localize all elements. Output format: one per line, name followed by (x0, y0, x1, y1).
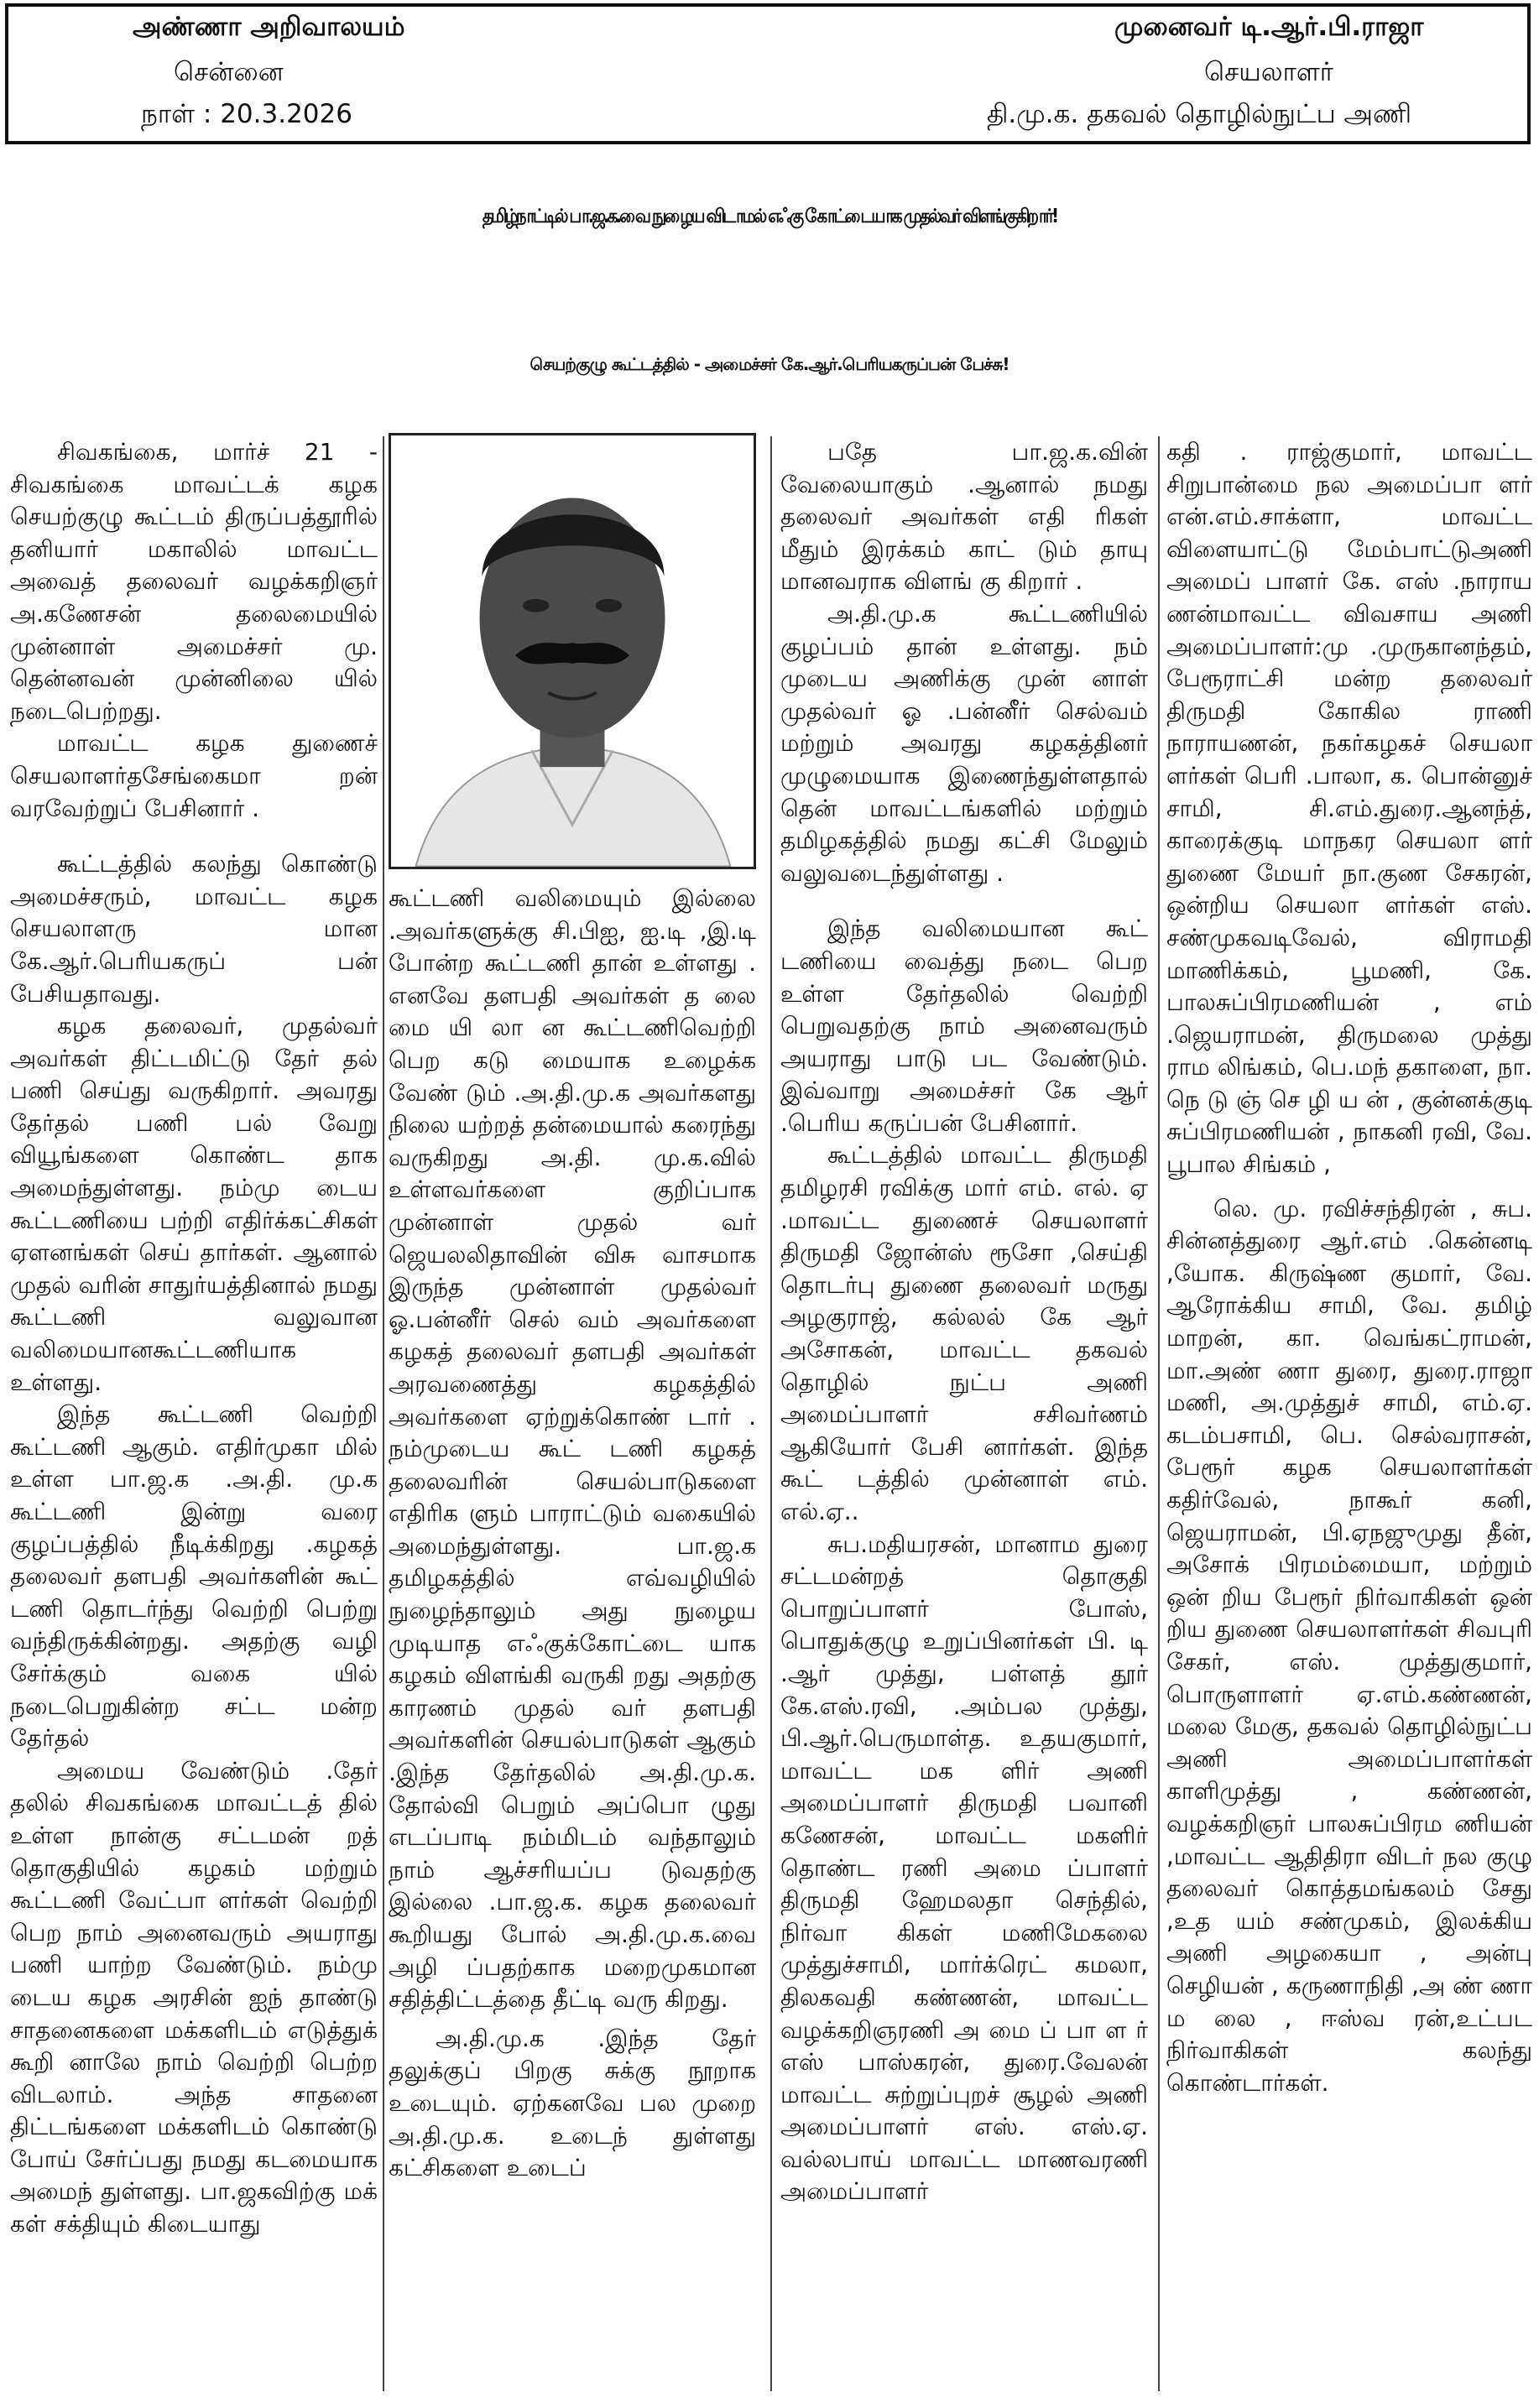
headline: தமிழ்நாட்டில் பா.ஜ.க.வை நுழைய விடாமல் எஃகு கோட்டையாக முதல்வர் விளங்குகிறார்! (482, 204, 1057, 227)
paragraph: இந்த கூட்டணி வெற்றி கூட்டணி ஆகும். எதிர்முகா மில் உள்ள பா.ஜ.க .அ.தி. மு.க கூட்டணி இன்று வரை குழப்பத்தில் நீடிக்கிறது .கழகத் தலைவர் தளபதி அவர்களின் கூட் டணி தொடர்ந்து வெற்றி பெற்று வந்திருக்கின்றது. அதற்கு வழி சேர்க்கும் வகை யில் நடைபெறுகின்ற சட்ட மன்ற தேர்தல் (10, 1400, 378, 1753)
header-role: செயலாளர் (1204, 57, 1333, 87)
column-divider (1158, 436, 1160, 2391)
paragraph: சிவகங்கை, மார்ச் 21 - சிவகங்கை மாவட்டக் கழக செயற்குழு கூட்டம் திருப்பத்தூரில் தனியார் மகாலில் மாவட்ட அவைத் தலைவர் வழக்கறிஞர் அ.கணேசன் தலைமையில் முன்னாள் அமைச்சர் மு. தென்னவன் முன்னிலை யில் நடைபெற்றது. (10, 438, 378, 725)
article-column-2 (389, 883, 756, 2408)
paragraph: கூட்டத்தில் கலந்து கொண்டு அமைச்சரும், மாவட்ட கழக செயலாளரு மான கே.ஆர்.பெரியகருப் பன் பேசியதாவது. (10, 850, 378, 1008)
article-column-4 (1166, 436, 1532, 2408)
paragraph: பதே பா.ஜ.க.வின் வேலையாகும் .ஆனால் நமது தலைவர் அவர்கள் எதி ரிகள் மீதும் இரக்கம் காட் டும் தாயு மானவராக விளங் கு கிறார் . (780, 438, 1148, 596)
portrait-illustration (391, 435, 754, 867)
header-date: நாள் : 20.3.2026 (141, 99, 352, 129)
header-box (5, 3, 1531, 144)
paragraph: மாவட்ட கழக துணைச் செயலாளர்தசேங்கைமா றன் வரவேற்றுப் பேசினார் . (10, 729, 378, 822)
paragraph: அமைய வேண்டும் .தேர் தலில் சிவகங்கை மாவட்டத் தில் உள்ள நான்கு சட்டமன் றத் தொகுதியில் கழகம் மற்றும் கூட்டணி வேட்பா ளர்கள் வெற்றி பெற நாம் அனைவரும் அயராது பணி யாற்ற வேண்டும். நம்மு டைய கழக அரசின் ஐந் தாண்டு சாதனைகளை மக்களிடம் எடுத்துக் கூறி னாலே நாம் வெற்றி பெற்ற விடலாம். அந்த சாதனை திட்டங்களை மக்களிடம் கொண்டு போய் சேர்ப்பது நமது கடமையாக அமைந் துள்ளது. பா.ஜகவிற்கு மக் கள் சக்தியும் கிடையாது (10, 1756, 378, 2239)
paragraph: அ.தி.மு.க கூட்டணியில் குழப்பம் தான் உள்ளது. நம் முடைய அணிக்கு முன் னாள் முதல்வர் ஓ .பன்னீர் செல்வம் மற்றும் அவரது கழகத்தினர் முழுமையாக இணைந்துள்ளதால் தென் மாவட்டங்களில் மற்றும் தமிழகத்தில் நமது கட்சி மேலும் வலுவடைந்துள்ளது . (780, 599, 1148, 887)
paragraph: சுப.மதியரசன், மானாம துரை சட்டமன்றத் தொகுதி பொறுப்பாளர் போஸ், பொதுக்குழு உறுப்பினர்கள் பி. டி .ஆர் முத்து, பள்ளத் தூர் கே.எஸ்.ரவி, .அம்பல முத்து, பி.ஆர்.பெருமாள்த. உதயகுமார், மாவட்ட மக ளிர் அணி அமைப்பாளர் திருமதி பவானி கணேசன், மாவட்ட மகளிர் தொண்ட ரணி அமை ப்பாளர் திருமதி ஹேமலதா செந்தில், நிர்வா கிகள் மணிமேகலை முத்துச்சாமி, மார்க்ரெட் கமலா, திலகவதி கண்ணன், மாவட்ட வழக்கறிஞரணி அ மை ப் பா ள ர் எஸ் பாஸ்கரன், துரை.வேலன் மாவட்ட சுற்றுப்புறச் சூழல் அணி அமைப்பாளர் எஸ். எஸ்.ஏ. வல்லபாய் மாவட்ட மாணவரணி அமைப்பாளர் (780, 1530, 1148, 2206)
header-author: முனைவர் டி.ஆர்.பி.ராஜா (1114, 12, 1424, 42)
paragraph: கழக தலைவர், முதல்வர் அவர்கள் திட்டமிட்டு தேர் தல் பணி செய்து வருகிறார். அவரது தேர்தல் பணி பல் வேறு வியூங்களை கொண்ட தாக அமைந்துள்ளது. நம்மு டைய கூட்டணியை பற்றி எதிர்க்கட்சிகள் ஏளனங்கள் செய் தார்கள். ஆனால் முதல் வரின் சாதுர்யத்தினால் நமது கூட்டணி வலுவான வலிமையானகூட்டணியாக உள்ளது. (10, 1012, 378, 1396)
header-city: சென்னை (174, 57, 284, 87)
paragraph: இந்த வலிமையான கூட் டணியை வைத்து நடை பெற உள்ள தேர்தலில் வெற்றி பெறுவதற்கு நாம் அனைவரும் அயராது பாடு பட வேண்டும். இவ்வாறு அமைச்சர் கே ஆர் .பெரிய கருப்பன் பேசினார். (780, 915, 1148, 1137)
header-wing: தி.மு.க. தகவல் தொழில்நுட்ப அணி (987, 99, 1412, 129)
paragraph: கூட்டத்தில் மாவட்ட திருமதி தமிழரசி ரவிக்கு மார் எம். எல். ஏ .மாவட்ட துணைச் செயலாளர் திருமதி ஜோன்ஸ் ரூசோ ,செய்தி தொடர்பு துணை தலைவர் மருது அழகுராஜ், கல்லல் கே ஆர் அசோகன், மாவட்ட தகவல் தொழில் நுட்ப அணி அமைப்பாளர் சசிவர்ணம் ஆகியோர் பேசி னார்கள். இந்த கூட் டத்தில் முன்னாள் எம். எல்.ஏ.. (780, 1141, 1148, 1525)
paragraph: லெ. மு. ரவிச்சந்திரன் , சுப. சின்னத்துரை ஆர்.எம் .கென்னடி ,யோக. கிருஷ்ண குமார், வே. ஆரோக்கிய சாமி, வே. தமிழ் மாறன், கா. வெங்கட்ராமன், மா.அண் ணா துரை, துரை.ராஜா மணி, அ.முத்துச் சாமி, எம்.ஏ. கடம்பசாமி, பெ. செல்வராசன், பேரூர் கழக செயலாளர்கள் கதிர்வேல், நாகூர் கனி, ஜெயராமன், பி.ஏநஜுமுது தீன், அசோக் பிரமம்மையா, மற்றும் ஒன் றிய பேரூர் நிர்வாகிகள் ஒன் றிய துணை செயலாளர்கள் சிவபுரி சேகர், எஸ். முத்துகுமார், பொருளாளர் ஏ.எம்.கண்ணன், மலை மேகு, தகவல் தொழில்நுட்ப அணி அமைப்பாளர்கள் காளிமுத்து , கண்ணன், வழக்கறிஞர் பாலசுப்பிரம ணியன் ,மாவட்ட ஆதிதிரா விடர் நல குழு தலைவர் கொத்தமங்கலம் சேது ,உத யம் சண்முகம், இலக்கிய அணி அழகையா , அன்பு செழியன் , கருணாநிதி ,அ ண் ணா ம லை , ஈஸ்வ ரன்,உட்பட நிர்வாகிகள் கலந்து கொண்டார்கள். (1166, 1194, 1532, 2097)
article-column-1 (10, 436, 378, 2408)
column-divider (770, 436, 772, 2391)
article-column-3 (780, 436, 1148, 2408)
paragraph: அ.தி.மு.க .இந்த தேர் தலுக்குப் பிறகு சுக்கு நூறாக உடையும். ஏற்கனவே பல முறை அ.தி.மு.க. உடைந் துள்ளது கட்சிகளை உடைப் (389, 2024, 756, 2182)
column-divider (383, 436, 384, 2391)
subheadline: செயற்குழு கூட்டத்தில் - அமைச்சர் கே.ஆர்.பெரியகருப்பன் பேச்சு! (530, 354, 1009, 374)
paragraph: கூட்டணி வலிமையும் இல்லை .அவர்களுக்கு சி.பிஐ, ஐ.டி ,இ.டி போன்ற கூட்டணி தான் உள்ளது . எனவே தளபதி அவர்கள் த லை மை யி லா ன கூட்டணிவெற்றி பெற கடு மையாக உழைக்க வேண் டும் .அ.தி.மு.க அவர்களது நிலை யற்றத் தன்மையால் கரைந்து வருகிறது அ.தி. மு.க.வில் உள்ளவர்களை குறிப்பாக முன்னாள் முதல் வர் ஜெயலலிதாவின் விசு வாசமாக இருந்த முன்னாள் முதல்வர் ஓ.பன்னீர் செல் வம் அவர்களை கழகத் தலைவர் தளபதி அவர்கள் அரவணைத்து கழகத்தில் அவர்களை ஏற்றுக்கொண் டார் . நம்முடைய கூட் டணி கழகத் தலைவரின் செயல்பாடுகளை எதிரிக ளும் பாராட்டும் வகையில் அமைந்துள்ளது. பா.ஜ.க தமிழகத்தில் எவ்வழியில் நுழைந்தாலும் அது நுழைய முடியாத எஃகுக்கோட்டை யாக கழகம் விளங்கி வருகி றது அதற்கு காரணம் முதல் வர் தளபதி அவர்களின் செயல்பாடுகள் ஆகும் .இந்த தேர்தலில் அ.தி.மு.க. தோல்வி பெறும் அப்பொ ழுது எடப்பாடி நம்மிடம் வந்தாலும் நாம் ஆச்சரியப்ப டுவதற்கு இல்லை .பா.ஜ.க. கழக தலைவர் கூறியது போல் அ.தி.மு.க.வை அழி ப்பதற்காக மறைமுகமான சதித்திட்டத்தை தீட்டி வரு கிறது. (389, 884, 756, 2014)
paragraph: கதி . ராஜ்குமார், மாவட்ட சிறுபான்மை நல அமைப்பா ளர் என்.எம்.சாக்ளா, மாவட்ட விளையாட்டு மேம்பாட்டுஅணி அமைப் பாளர் கே. எஸ் .நாராய ணன்மாவட்ட விவசாய அணி அமைப்பாளர்:மு .முருகானந்தம், பேரூராட்சி மன்ற தலைவர் திருமதி கோகில ராணி நாராயணன், நகர்கழகச் செயலா ளர்கள் பெரி .பாலா, க. பொன்னுச் சாமி, சி.எம்.துரை.ஆனந்த், காரைக்குடி மாநகர செயலா ளர் துணை மேயர் நா.குண சேகரன், ஒன்றிய செயலா ளர்கள் எஸ். சண்முகவடிவேல், விராமதி மாணிக்கம், பூமணி, கே. பாலசுப்பிரமணியன் , எம் .ஜெயராமன், திருமலை முத்து ராம லிங்கம், பெ.மந் தகாளை, நா. நெ டு ஞ் செ ழி ய ன் , குன்னக்குடி சுப்பிரமணியன் , நாகனி ரவி, வே. பூபால சிங்கம் , (1166, 438, 1532, 1179)
portrait-photo (389, 433, 756, 869)
header-org: அண்ணா அறிவாலயம் (133, 12, 405, 42)
